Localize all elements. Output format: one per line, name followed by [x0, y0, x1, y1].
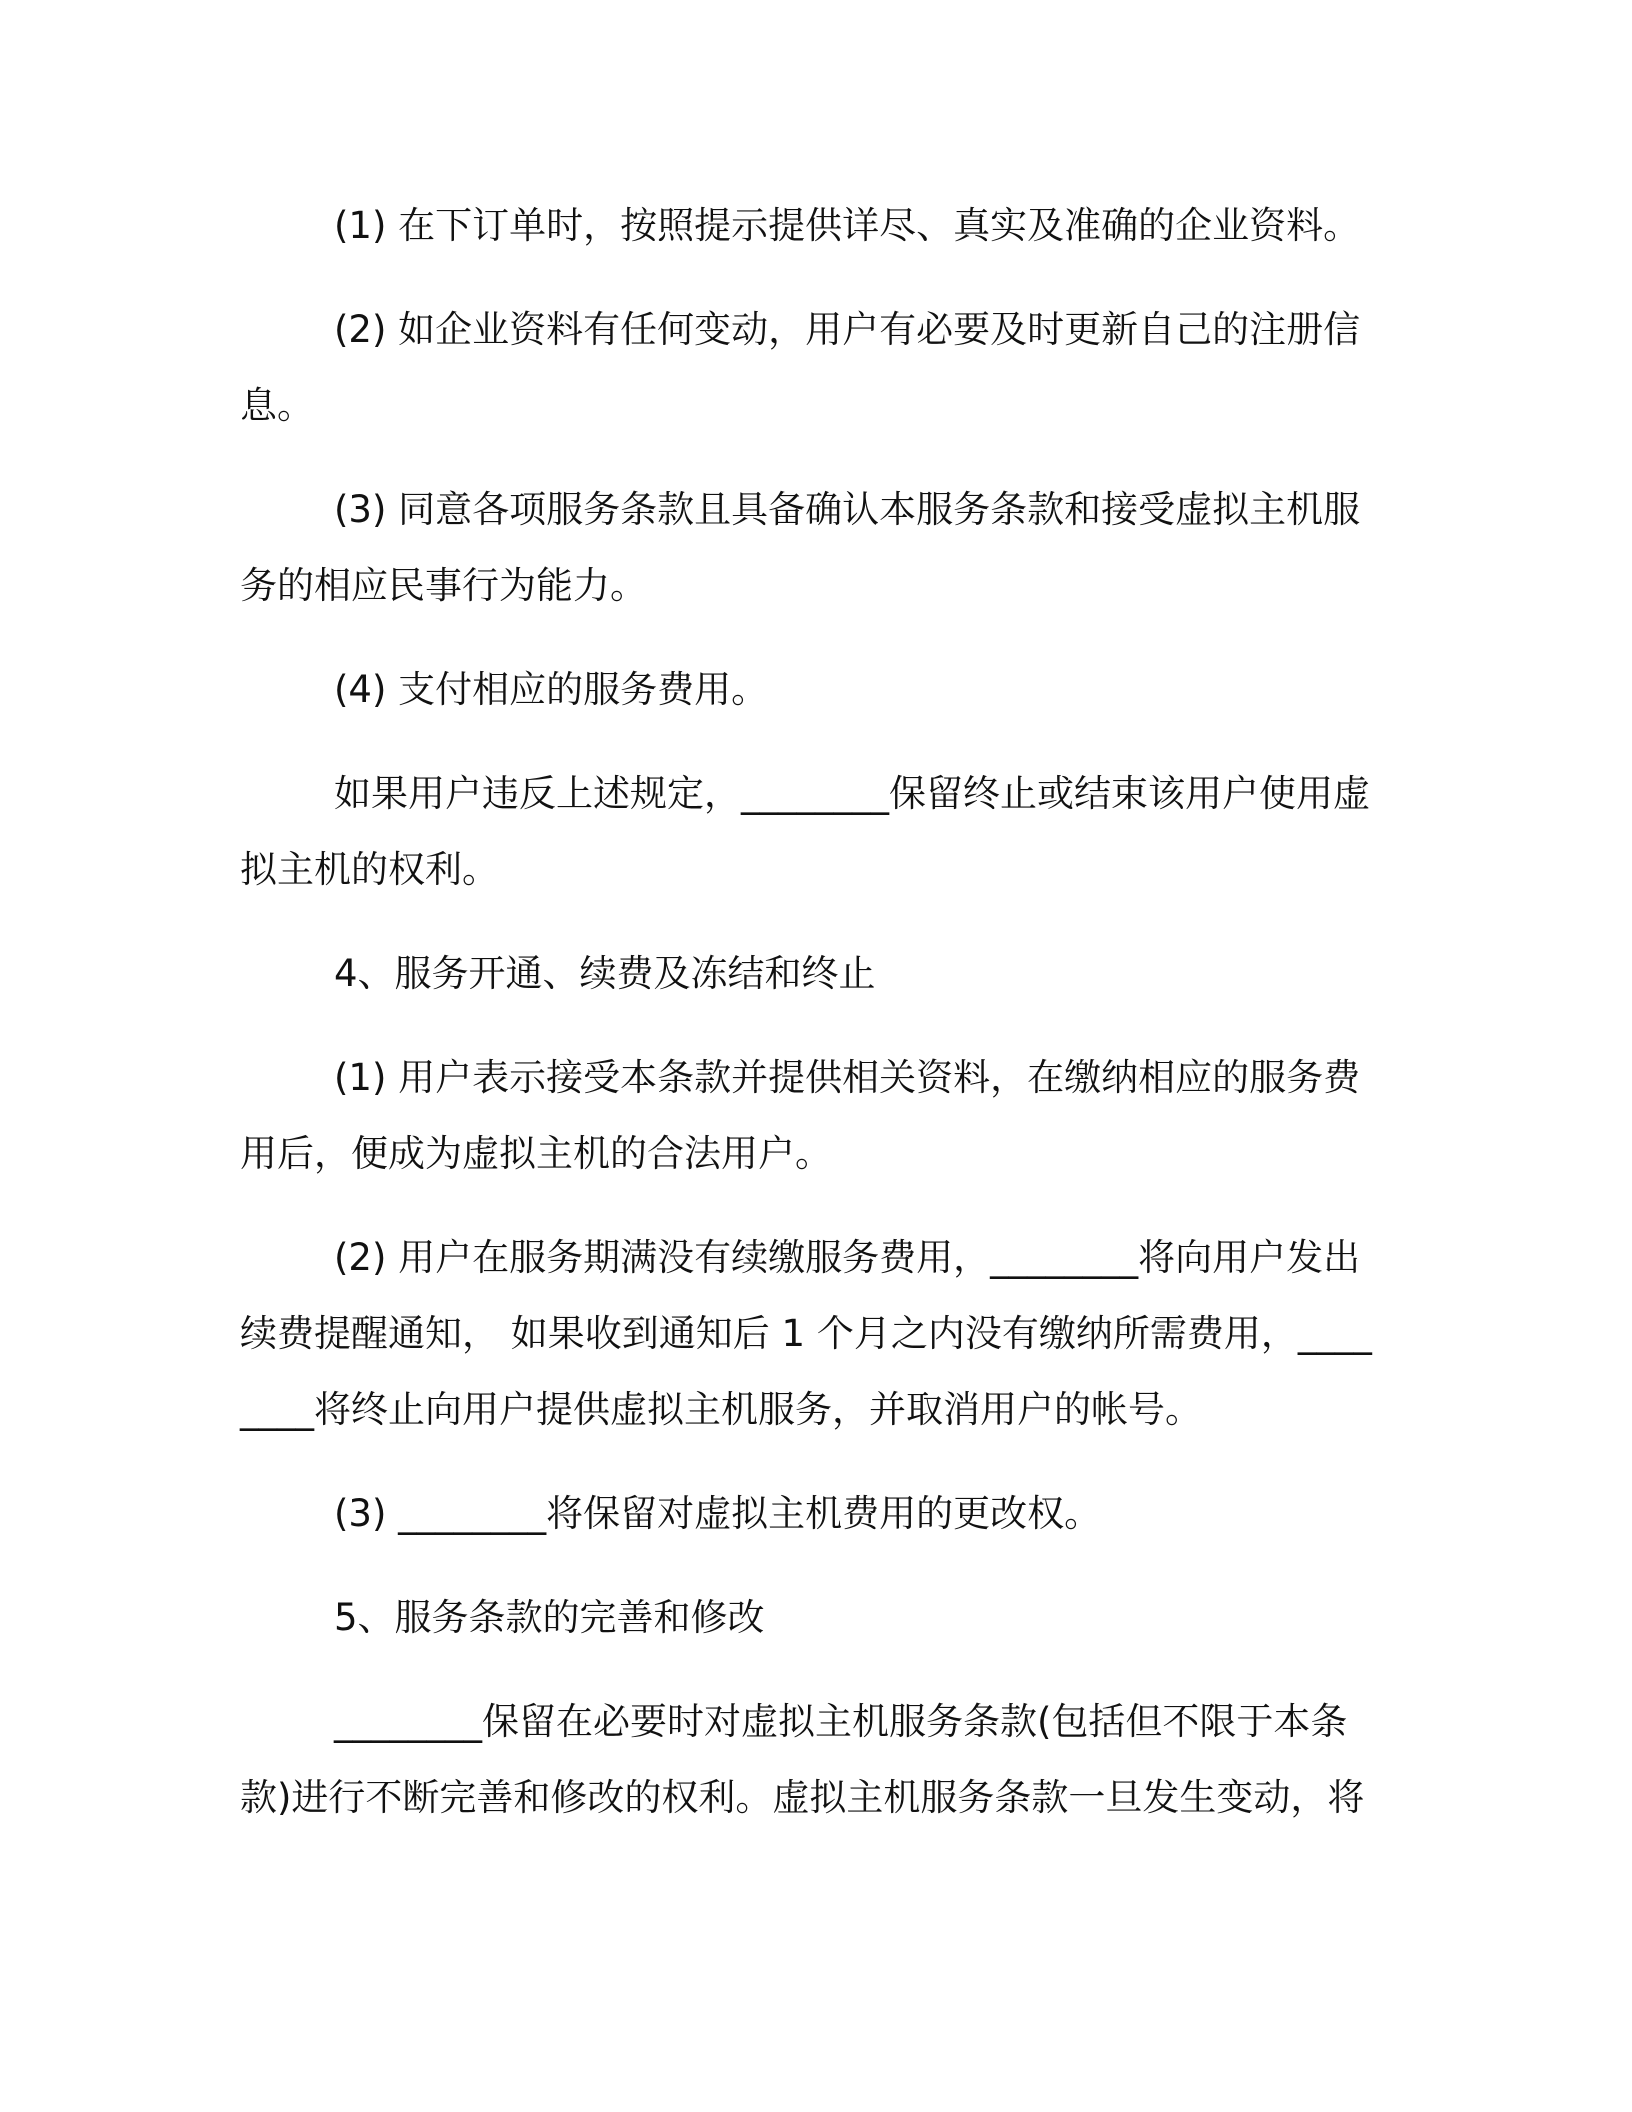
clause-5-body: ________保留在必要时对虚拟主机服务条款(包括但不限于本条款)进行不断完善和修改的权利。虚拟主机服务条款一旦发生变动，将 [240, 1700, 1365, 1819]
document-body [240, 188, 1376, 1864]
clause-3-item-4: (4) 支付相应的服务费用。 [334, 668, 769, 711]
clause-3-item-1: (1) 在下订单时，按照提示提供详尽、真实及准确的企业资料。 [334, 204, 1361, 247]
clause-3-violation-note: 如果用户违反上述规定，________保留终止或结束该用户使用虚拟主机的权利。 [240, 772, 1370, 891]
clause-4-item-1: (1) 用户表示接受本条款并提供相关资料，在缴纳相应的服务费用后，便成为虚拟主机的合法用户。 [240, 1056, 1361, 1175]
section-5-heading: 5、服务条款的完善和修改 [334, 1596, 765, 1639]
clause-4-item-2: (2) 用户在服务期满没有续缴服务费用，________将向用户发出续费提醒通知， 如果收到通知后 1 个月之内没有缴纳所需费用，________将终止向用户提供虚拟主机服务，并取消用户的帐号。 [240, 1236, 1372, 1431]
section-4-heading: 4、服务开通、续费及冻结和终止 [334, 952, 876, 995]
clause-4-item-3: (3) ________将保留对虚拟主机费用的更改权。 [334, 1492, 1102, 1535]
clause-3-item-2: (2) 如企业资料有任何变动，用户有必要及时更新自己的注册信息。 [240, 308, 1361, 427]
clause-3-item-3: (3) 同意各项服务条款且具备确认本服务条款和接受虚拟主机服务的相应民事行为能力。 [240, 488, 1361, 607]
